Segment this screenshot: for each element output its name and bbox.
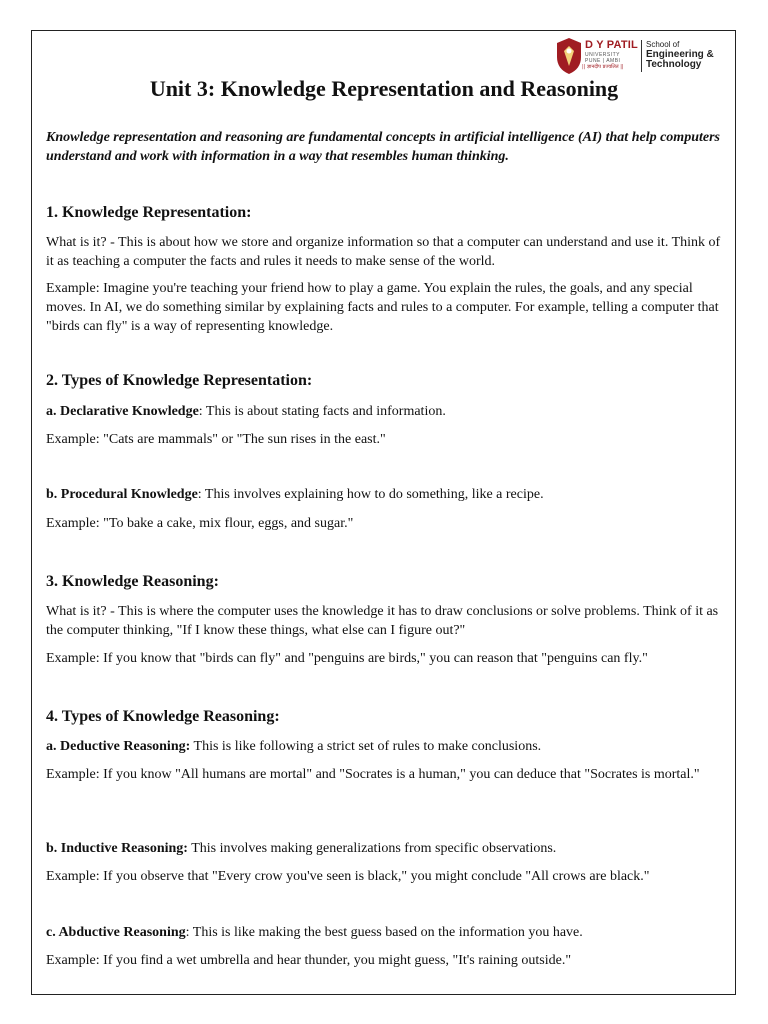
school-name	[646, 40, 714, 70]
university-motto: || ज्ञानदीप प्रज्वलितं ||	[582, 64, 624, 70]
school-line-3: Technology	[646, 59, 702, 70]
logo-divider	[641, 40, 642, 72]
section-1-definition: What is it? - This is about how we store and organize information so that a computer can understand and use it. Think of it as teaching a computer the facts and rules it needs to make sense of the world.	[46, 235, 721, 269]
section-1-heading: 1. Knowledge Representation:	[46, 204, 252, 221]
section-3-definition: What is it? - This is where the computer uses the knowledge it has to draw conclusions or solve problems. Think of it as the computer thinking, "If I know these things, what else can I figure out?"	[46, 604, 719, 638]
inductive-reasoning-item	[46, 839, 728, 858]
declarative-knowledge-item	[46, 402, 728, 421]
school-line-1: School of	[646, 40, 680, 49]
section-1-example: Example: Imagine you're teaching your friend how to play a game. You explain the rules, the goals, and any special moves. In AI, we do something similar by explaining facts and rules to a computer. For example, telling a computer that "birds can fly" is a way of representing knowledge.	[46, 281, 719, 334]
abductive-text: : This is like making the best guess based on the information you have.	[185, 925, 583, 940]
procedural-example: Example: "To bake a cake, mix flour, eggs, and sugar."	[46, 516, 354, 531]
inductive-term: b. Inductive Reasoning:	[46, 841, 188, 856]
school-line-2: Engineering &	[646, 49, 714, 60]
inductive-example: Example: If you observe that "Every crow you've seen is black," you might conclude "All crows are black."	[46, 869, 650, 884]
deductive-example: Example: If you know "All humans are mortal" and "Socrates is a human," you can deduce that "Socrates is mortal."	[46, 767, 700, 782]
abductive-reasoning-item	[46, 923, 728, 942]
shield-icon	[555, 37, 583, 75]
inductive-text: This involves making generalizations from specific observations.	[187, 841, 557, 856]
university-location: PUNE | AMBI	[585, 58, 621, 64]
intro-paragraph: Knowledge representation and reasoning are fundamental concepts in artificial intelligence (AI) that help computers understand and work with information in a way that resembles human thinking.	[46, 130, 720, 164]
declarative-text: : This is about stating facts and information.	[198, 404, 446, 419]
abductive-example: Example: If you find a wet umbrella and hear thunder, you might guess, "It's raining outside."	[46, 953, 572, 968]
section-3-example: Example: If you know that "birds can fly" and "penguins are birds," you can reason that "penguins can fly."	[46, 651, 648, 666]
declarative-term: a. Declarative Knowledge	[46, 404, 199, 419]
university-sub	[585, 52, 620, 64]
section-3-heading: 3. Knowledge Reasoning:	[46, 573, 219, 590]
abductive-term: c. Abductive Reasoning	[46, 925, 186, 940]
procedural-term: b. Procedural Knowledge	[46, 487, 198, 502]
deductive-reasoning-item	[46, 737, 728, 756]
university-logo	[555, 37, 720, 77]
deductive-text: This is like following a strict set of rules to make conclusions.	[190, 739, 542, 754]
section-4-heading: 4. Types of Knowledge Reasoning:	[46, 708, 280, 725]
procedural-knowledge-item	[46, 485, 728, 504]
declarative-example: Example: "Cats are mammals" or "The sun rises in the east."	[46, 432, 386, 447]
section-2-heading: 2. Types of Knowledge Representation:	[46, 372, 313, 389]
procedural-text: : This involves explaining how to do something, like a recipe.	[197, 487, 544, 502]
page-title: Unit 3: Knowledge Representation and Reasoning	[149, 76, 619, 101]
university-name: D Y PATIL	[585, 39, 638, 51]
university-sub-label: UNIVERSITY	[585, 52, 621, 58]
deductive-term: a. Deductive Reasoning:	[46, 739, 191, 754]
